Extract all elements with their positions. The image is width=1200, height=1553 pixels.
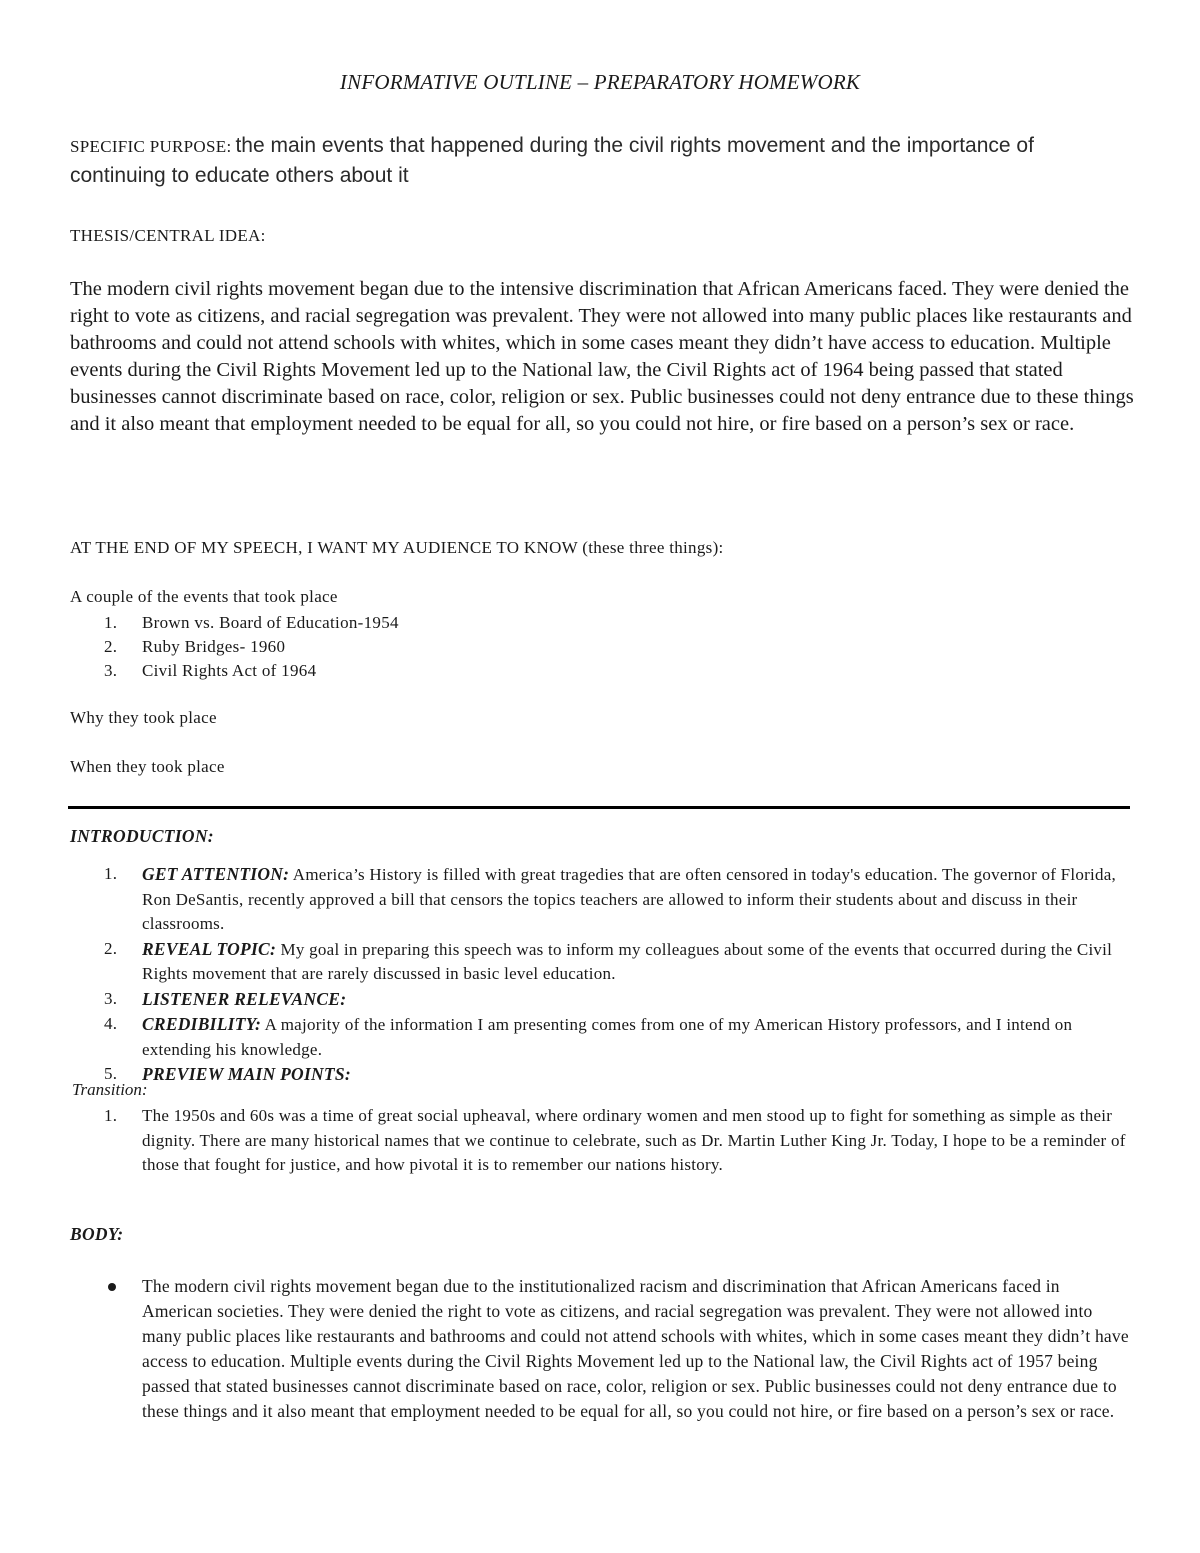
- thesis-text: The modern civil rights movement began due to the intensive discrimination that African Americans faced. They were denied the right to vote as citizens, and racial segregation was prevalent. They were not allowed into many public places like restaurants and bathrooms and could not attend schools with whites, which in some cases meant they didn’t have access to education. Multiple events during the Civil Rights Movement led up to the National law, the Civil Rights act of 1964 being passed that stated businesses cannot discriminate based on race, color, religion or sex. Public businesses could not deny entrance due to these things and it also meant that employment needed to be equal for all, so you could not hire, or fire based on a person’s sex or race.: [70, 278, 1134, 435]
- transition-list: [70, 1104, 1130, 1178]
- list-item: [70, 659, 399, 683]
- item-label: CREDIBILITY:: [142, 1014, 262, 1034]
- item-label: PREVIEW MAIN POINTS:: [142, 1064, 351, 1084]
- list-item: [70, 611, 399, 635]
- bullet-icon: [108, 1283, 116, 1291]
- item-label: REVEAL TOPIC:: [142, 938, 277, 959]
- list-item: [70, 635, 399, 659]
- item-text: A majority of the information I am presenting comes from one of my American History professors, and I intend on extending his knowledge.: [142, 1015, 1073, 1059]
- document-title: INFORMATIVE OUTLINE – PREPARATORY HOMEWORK: [339, 70, 861, 94]
- list-number: 1.: [104, 1106, 118, 1125]
- list-number: 3.: [104, 661, 118, 680]
- list-item: [70, 937, 1130, 987]
- why-line: Why they took place: [70, 708, 217, 727]
- events-intro: A couple of the events that took place: [70, 587, 338, 606]
- list-item-text: The modern civil rights movement began due to the institutionalized racism and discrimination that African Americans faced in American societies. They were denied the right to vote as citizens, and racial segregation was prevalent. They were not allowed into many public places like restaurants and bathrooms and could not attend schools with whites, which in some cases meant they didn’t have access to education. Multiple events during the Civil Rights Movement led up to the National law, the Civil Rights act of 1957 being passed that stated businesses cannot discriminate based on race, color, religion or sex. Public businesses could not deny entrance due to these things and it also meant that employment needed to be equal for all, so you could not hire, or fire based on a person’s sex or race.: [142, 1276, 1129, 1421]
- list-item: [70, 987, 1130, 1013]
- list-number: 2.: [104, 637, 118, 656]
- list-item-text: The 1950s and 60s was a time of great social upheaval, where ordinary women and men stood up to fight for something as simple as their dignity. There are many historical names that we continue to celebrate, such as Dr. Martin Luther King Jr. Today, I hope to be a reminder of those that fought for justice, and how pivotal it is to remember our nations history.: [142, 1106, 1126, 1174]
- list-number: 3.: [104, 988, 118, 1008]
- item-label: LISTENER RELEVANCE:: [142, 988, 347, 1009]
- specific-purpose-label: SPECIFIC PURPOSE:: [70, 137, 232, 156]
- list-number: 1.: [104, 613, 118, 632]
- transition-label: Transition:: [72, 1080, 148, 1099]
- specific-purpose-value: the main events that happened during the civil rights movement and the importance of continuing to educate others about it: [70, 134, 1034, 187]
- introduction-list: [70, 862, 1130, 1088]
- specific-purpose: [70, 132, 1130, 192]
- list-item-text: Ruby Bridges- 1960: [142, 637, 286, 656]
- item-text: My goal in preparing this speech was to inform my colleagues about some of the events that occurred during the Civil Rights movement that are rarely discussed in basic level education.: [142, 939, 1113, 983]
- events-list: [70, 611, 399, 683]
- list-item: [70, 1274, 1132, 1424]
- body-list: [70, 1274, 1132, 1424]
- list-item: [70, 862, 1130, 937]
- section-divider: [68, 806, 1130, 809]
- list-number: 5.: [104, 1064, 118, 1083]
- thesis-label: THESIS/CENTRAL IDEA:: [70, 226, 266, 245]
- list-item: [70, 1104, 1130, 1178]
- list-item: [70, 1062, 1130, 1088]
- list-number: 4.: [104, 1014, 118, 1033]
- list-item: [70, 1012, 1130, 1062]
- list-item-text: Brown vs. Board of Education-1954: [142, 613, 399, 632]
- when-line: When they took place: [70, 757, 225, 776]
- list-number: 2.: [104, 938, 118, 958]
- list-item-text: Civil Rights Act of 1964: [142, 661, 317, 680]
- item-text: America’s History is filled with great tragedies that are often censored in today's education. The governor of Florida, Ron DeSantis, recently approved a bill that censors the topics teachers are allowed to inform their students about and discuss in their classrooms.: [142, 865, 1117, 933]
- audience-label: AT THE END OF MY SPEECH, I WANT MY AUDIENCE TO KNOW (these three things):: [70, 538, 724, 557]
- introduction-heading: INTRODUCTION:: [70, 826, 214, 846]
- body-heading: BODY:: [70, 1224, 124, 1244]
- item-label: GET ATTENTION:: [142, 864, 290, 884]
- list-number: 1.: [104, 864, 118, 883]
